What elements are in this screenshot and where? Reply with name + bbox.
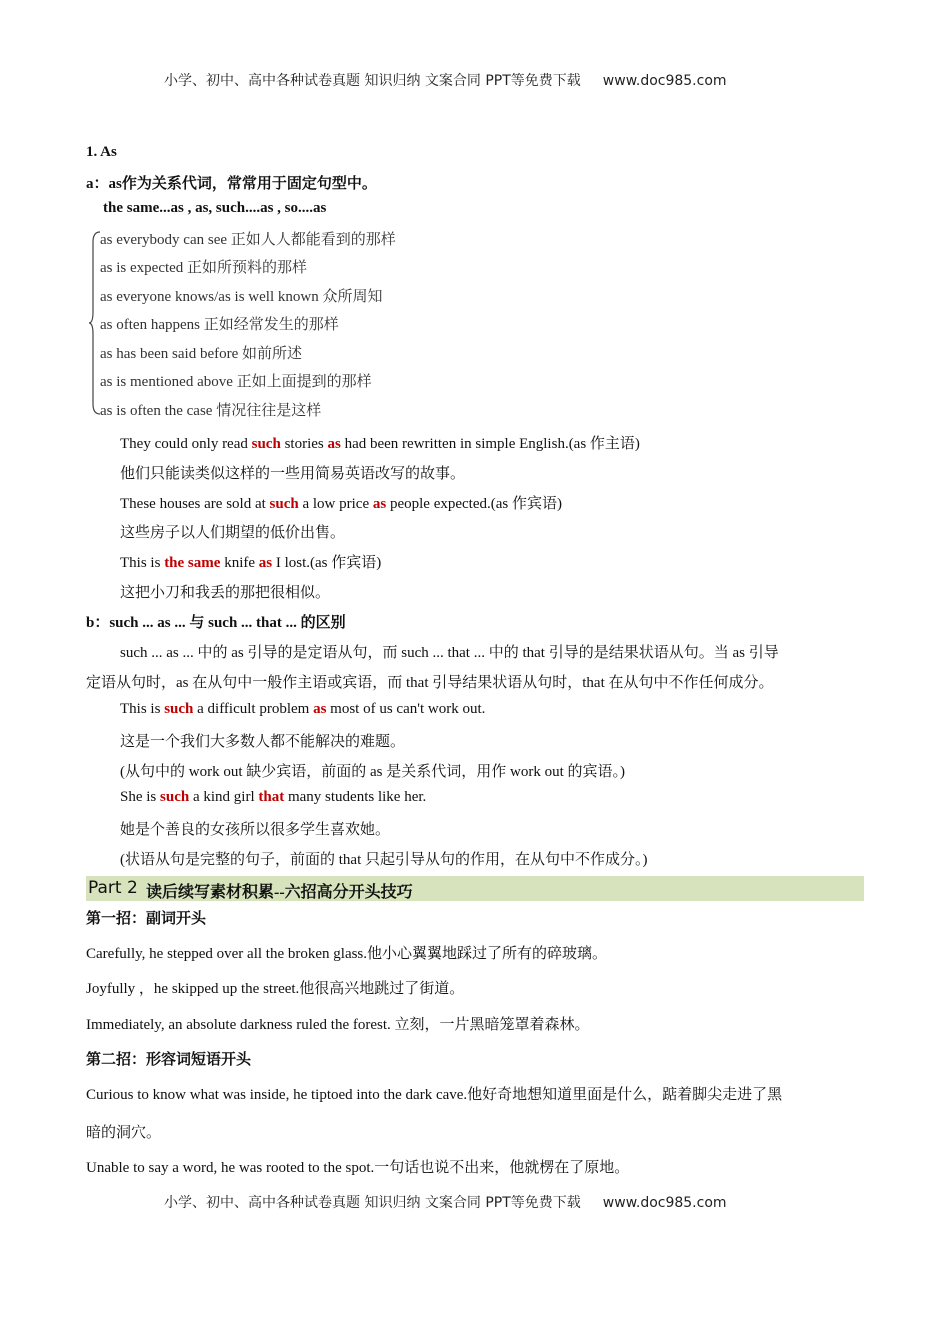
subheading-b: b：such ... as ... 与 such ... that ... 的区别: [86, 615, 346, 631]
page-header: [164, 70, 727, 90]
keyword: such: [160, 789, 190, 805]
keyword: such: [251, 436, 281, 452]
part2-title: 读后续写素材积累--六招高分开头技巧: [146, 884, 413, 901]
tip-example: Curious to know what was inside, he tiptoed into the dark cave.他好奇地想知道里面是什么，踮着脚尖走进了黑: [86, 1087, 783, 1103]
list-item: as is expected 正如所预料的那样: [100, 260, 308, 276]
tip-example-continued: 暗的洞穴。: [86, 1125, 162, 1141]
text-segment: many students like her.: [284, 789, 427, 805]
example-translation: 这些房子以人们期望的低价出售。: [120, 525, 346, 541]
example-translation: 他们只能读类似这样的一些用简易英语改写的故事。: [120, 466, 466, 482]
section-title: 1. As: [86, 144, 117, 160]
example-sentence: [120, 789, 426, 806]
keyword: as: [313, 701, 327, 717]
example-note: (从句中的 work out 缺少宾语，前面的 as 是关系代词，用作 work out 的宾语。): [120, 764, 625, 780]
keyword: such: [164, 701, 194, 717]
list-item: as has been said before 如前所述: [100, 346, 303, 362]
header-url[interactable]: www.doc985.com: [602, 73, 727, 89]
text-segment: They could only read: [120, 436, 252, 452]
pattern-line: the same...as , as, such....as , so....as: [103, 200, 327, 216]
list-item: as often happens 正如经常发生的那样: [100, 317, 339, 333]
paragraph-line: 定语从句时，as 在从句中一般作主语或宾语，而 that 引导结果状语从句时，that 在从句中不作任何成分。: [86, 675, 774, 691]
text-segment: most of us can't work out.: [326, 701, 486, 717]
list-item: as is mentioned above 正如上面提到的那样: [100, 374, 372, 390]
keyword: as: [327, 436, 341, 452]
example-translation: 她是个善良的女孩所以很多学生喜欢她。: [120, 822, 391, 838]
text-segment: These houses are sold at: [120, 496, 270, 512]
part2-label: Part 2: [88, 878, 138, 898]
tip-title: 第一招：副词开头: [86, 911, 207, 927]
tip-example: Joyfully ，he skipped up the street.他很高兴地跳过了街道。: [86, 981, 465, 997]
tip-example: Unable to say a word, he was rooted to the spot.一句话也说不出来，他就楞在了原地。: [86, 1160, 630, 1176]
footer-url[interactable]: www.doc985.com: [602, 1195, 727, 1211]
tip-example: Immediately, an absolute darkness ruled the forest. 立刻，一片黑暗笼罩着森林。: [86, 1017, 590, 1033]
tip-title: 第二招：形容词短语开头: [86, 1052, 252, 1068]
example-translation: 这是一个我们大多数人都不能解决的难题。: [120, 734, 406, 750]
list-item: as everyone knows/as is well known 众所周知: [100, 289, 383, 305]
text-segment: I lost.(as 作宾语): [272, 555, 382, 571]
keyword: as: [372, 496, 387, 512]
example-translation: 这把小刀和我丢的那把很相似。: [120, 585, 331, 601]
text-segment: people expected.(as 作宾语): [386, 496, 562, 512]
text-segment: knife: [220, 555, 259, 571]
text-segment: stories: [280, 436, 328, 452]
list-item: as is often the case 情况往往是这样: [100, 403, 322, 419]
footer-text: 小学、初中、高中各种试卷真题 知识归纳 文案合同 PPT等免费下载: [164, 1195, 581, 1211]
keyword: that: [258, 789, 285, 805]
text-segment: a kind girl: [189, 789, 259, 805]
keyword: as: [258, 555, 273, 571]
page-footer: [164, 1192, 727, 1212]
paragraph-line: such ... as ... 中的 as 引导的是定语从句，而 such ... that ... 中的 that 引导的是结果状语从句。当 as 引导: [120, 645, 779, 661]
header-text: 小学、初中、高中各种试卷真题 知识归纳 文案合同 PPT等免费下载: [164, 73, 581, 89]
keyword: such: [269, 496, 299, 512]
text-segment: a difficult problem: [193, 701, 314, 717]
part2-banner: [86, 876, 864, 901]
example-sentence: [120, 492, 562, 513]
subheading-a: a：as作为关系代词，常常用于固定句型中。: [86, 176, 377, 192]
keyword: the same: [164, 555, 221, 571]
text-segment: This is: [120, 555, 165, 571]
example-sentence: [120, 432, 640, 453]
text-segment: a low price: [298, 496, 373, 512]
example-sentence: [120, 551, 381, 572]
list-item: as everybody can see 正如人人都能看到的那样: [100, 232, 396, 248]
example-note: (状语从句是完整的句子，前面的 that 只起引导从句的作用，在从句中不作成分。): [120, 852, 648, 868]
text-segment: She is: [120, 789, 161, 805]
text-segment: had been rewritten in simple English.(as 作主语): [340, 436, 640, 452]
example-sentence: [120, 701, 485, 718]
tip-example: Carefully, he stepped over all the broken glass.他小心翼翼地踩过了所有的碎玻璃。: [86, 946, 608, 962]
text-segment: This is: [120, 701, 165, 717]
